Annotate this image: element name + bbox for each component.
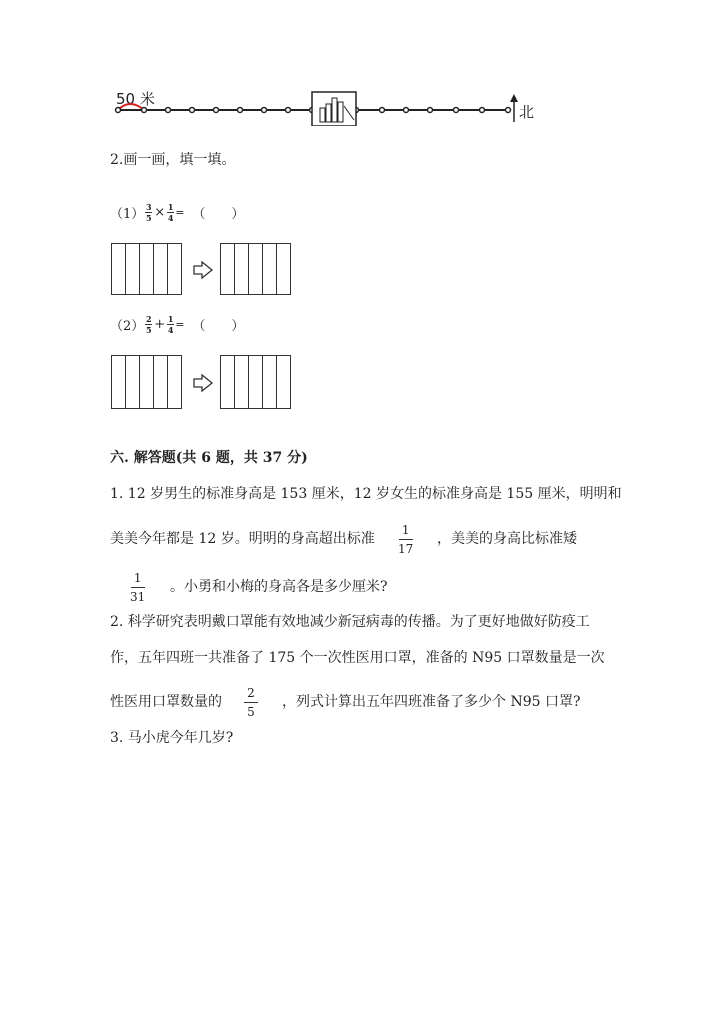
- frac1-numerator: 1: [401, 523, 410, 537]
- part2-b-num: 1: [167, 314, 174, 324]
- frac1-denominator: 17: [398, 542, 414, 556]
- part2-frac-b: [167, 315, 174, 334]
- part2-b-den: 4: [167, 325, 174, 335]
- part2-a-den: 5: [145, 325, 152, 335]
- part1-b-num: 1: [167, 202, 174, 212]
- p3-line1: 3. 马小虎今年几岁?: [110, 730, 234, 746]
- frac2-numerator: 1: [133, 571, 142, 585]
- p1-line2a: 美美今年都是 12 岁。明明的身高超出标准: [110, 531, 375, 547]
- p1-fraction-1: [398, 524, 413, 555]
- part2-index: （2）: [110, 319, 145, 334]
- q2-part1-expression: [110, 203, 244, 222]
- part2-op: +: [154, 317, 166, 332]
- p2-frac-numerator: 2: [247, 686, 255, 700]
- part2-a-num: 2: [145, 314, 152, 324]
- part1-index: （1）: [110, 207, 145, 222]
- arrow-right-icon: [192, 260, 214, 280]
- frac2-denominator: 31: [130, 590, 146, 604]
- p2-frac-denominator: 5: [247, 705, 255, 719]
- part1-frac-b: [167, 203, 174, 222]
- north-label: 北: [519, 103, 535, 121]
- q2-part2-expression: [110, 315, 244, 334]
- section6-heading: 六. 解答题(共 6 题，共 37 分): [110, 450, 308, 466]
- scale-label: 50 米: [116, 90, 155, 108]
- building-icon: [312, 92, 356, 126]
- part2-frac-a: [145, 315, 152, 334]
- part1-a-den: 5: [145, 213, 152, 223]
- north-arrow-icon: [510, 94, 518, 122]
- part1-a-num: 3: [145, 202, 152, 212]
- p2-line3a: 性医用口罩数量的: [110, 694, 222, 710]
- p1-line3: 。小勇和小梅的身高各是多少厘米?: [170, 579, 388, 595]
- p2-line2: 作，五年四班一共准备了 175 个一次性医用口罩，准备的 N95 口罩数量是一次: [110, 650, 605, 666]
- part1-op: ×: [154, 205, 166, 220]
- part2-grid-left: [111, 355, 182, 409]
- q2-title: 2.画一画，填一填。: [110, 152, 236, 168]
- p2-line3b: ，列式计算出五年四班准备了多少个 N95 口罩?: [282, 694, 581, 710]
- p2-fraction: [244, 687, 258, 718]
- part1-eq: =: [175, 206, 185, 219]
- p2-line1: 2. 科学研究表明戴口罩能有效地减少新冠病毒的传播。为了更好地做好防疫工: [110, 614, 590, 630]
- part1-frac-a: [145, 203, 152, 222]
- part2-blank: （ ）: [192, 319, 245, 334]
- part2-eq: =: [175, 318, 185, 331]
- p1-line2b: ，美美的身高比标准矮: [437, 531, 577, 547]
- part1-blank: （ ）: [192, 207, 245, 222]
- p1-fraction-2: [130, 572, 145, 603]
- part1-b-den: 4: [167, 213, 174, 223]
- arrow-right-icon: [192, 373, 214, 393]
- part1-grid-right: [220, 243, 291, 295]
- part1-grid-left: [111, 243, 182, 295]
- part2-grid-right: [220, 355, 291, 409]
- p1-line1: 1. 12 岁男生的标准身高是 153 厘米，12 岁女生的标准身高是 155 厘米，明明和: [110, 486, 622, 502]
- map-line-svg: [110, 86, 540, 126]
